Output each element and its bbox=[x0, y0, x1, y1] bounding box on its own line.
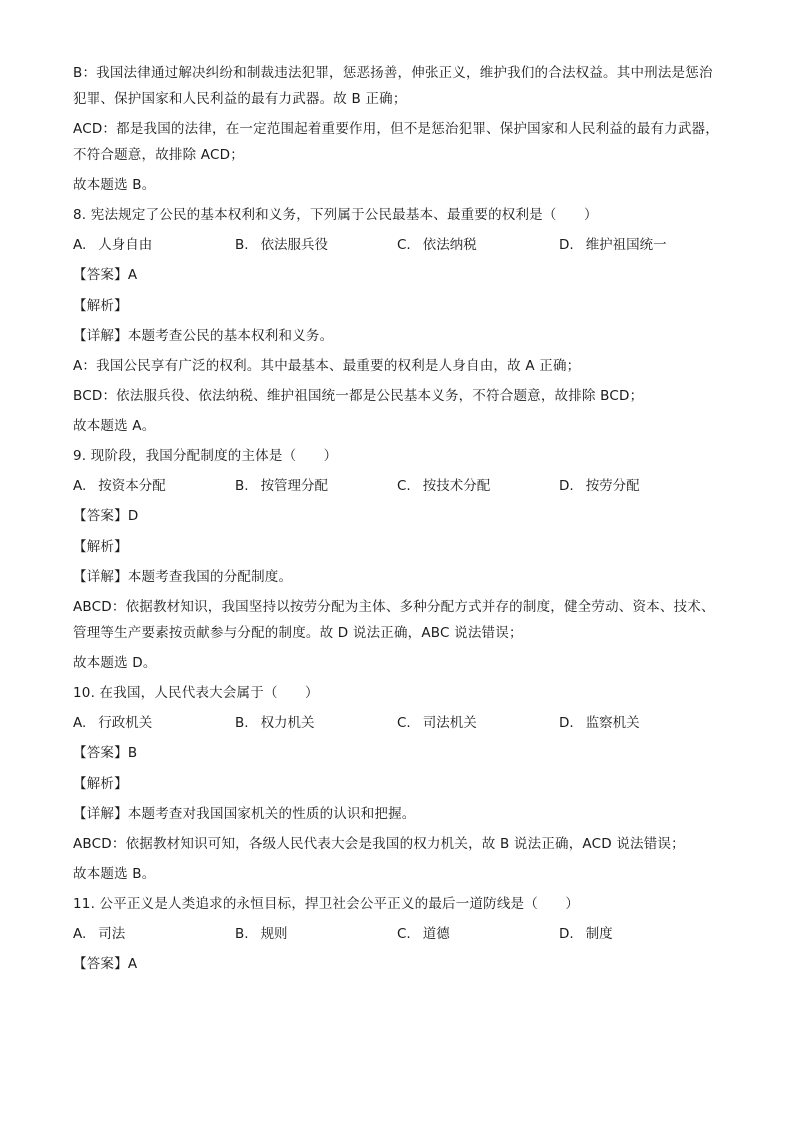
question-stem: 8. 宪法规定了公民的基本权利和义务，下列属于公民最基本、最重要的权利是（ ） bbox=[73, 207, 598, 223]
detail-line: 【详解】本题考查对我国国家机关的性质的认识和把握。 bbox=[73, 806, 416, 822]
answer-line: 【答案】A bbox=[73, 267, 138, 283]
option-c: C. 按技术分配 bbox=[397, 478, 491, 494]
answer-value: A bbox=[127, 956, 138, 972]
option-a: A. 行政机关 bbox=[73, 715, 153, 731]
option-b: B. 规则 bbox=[235, 926, 288, 942]
option-a: A. 司法 bbox=[73, 926, 126, 942]
answer-value: D bbox=[127, 508, 139, 524]
options-row bbox=[73, 925, 724, 943]
explanation-line: 不符合题意，故排除 ACD； bbox=[73, 147, 244, 163]
options-row bbox=[73, 714, 724, 732]
analysis-tag: 【解析】 bbox=[73, 298, 128, 314]
explanation-line: BCD：依法服兵役、依法纳税、维护祖国统一都是公民基本义务，不符合题意，故排除 BCD； bbox=[73, 388, 644, 404]
answer-line: 【答案】B bbox=[73, 745, 138, 761]
explanation-line: B：我国法律通过解决纠纷和制裁违法犯罪，惩恶扬善，伸张正义，维护我们的合法权益。其中刑法是惩治 bbox=[73, 65, 713, 81]
option-b: B. 依法服兵役 bbox=[235, 237, 329, 253]
conclusion-line: 故本题选 D。 bbox=[73, 655, 157, 671]
question-stem: 9. 现阶段，我国分配制度的主体是（ ） bbox=[73, 448, 338, 464]
explanation-line: A：我国公民享有广泛的权利。其中最基本、最重要的权利是人身自由，故 A 正确； bbox=[73, 358, 581, 374]
option-a: A. 按资本分配 bbox=[73, 478, 166, 494]
analysis-tag: 【解析】 bbox=[73, 776, 128, 792]
option-a: A. 人身自由 bbox=[73, 237, 153, 253]
options-row bbox=[73, 236, 724, 254]
detail-line: 【详解】本题考查公民的基本权利和义务。 bbox=[73, 328, 334, 344]
conclusion-line: 故本题选 B。 bbox=[73, 866, 156, 882]
explanation-line: 犯罪、保护国家和人民利益的最有力武器。故 B 正确； bbox=[73, 91, 407, 107]
option-c: C. 依法纳税 bbox=[397, 237, 477, 253]
option-b: B. 权力机关 bbox=[235, 715, 315, 731]
answer-line: 【答案】A bbox=[73, 956, 138, 972]
conclusion-line: 故本题选 B。 bbox=[73, 177, 156, 193]
option-d: D. 制度 bbox=[559, 926, 613, 942]
options-row bbox=[73, 477, 724, 495]
conclusion-line: 故本题选 A。 bbox=[73, 418, 156, 434]
option-b: B. 按管理分配 bbox=[235, 478, 329, 494]
answer-value: A bbox=[127, 267, 138, 283]
option-d: D. 维护祖国统一 bbox=[559, 237, 667, 253]
question-stem: 11. 公平正义是人类追求的永恒目标，捍卫社会公平正义的最后一道防线是（ ） bbox=[73, 896, 580, 912]
explanation-line: 管理等生产要素按贡献参与分配的制度。故 D 说法正确，ABC 说法错误； bbox=[73, 625, 523, 641]
explanation-line: ACD：都是我国的法律，在一定范围起着重要作用，但不是惩治犯罪、保护国家和人民利益的最有力武器， bbox=[73, 121, 719, 137]
question-stem: 10. 在我国，人民代表大会属于（ ） bbox=[73, 685, 319, 701]
explanation-line: ABCD：依据教材知识可知，各级人民代表大会是我国的权力机关，故 B 说法正确，ACD 说法错误； bbox=[73, 836, 685, 852]
option-d: D. 监察机关 bbox=[559, 715, 640, 731]
detail-line: 【详解】本题考查我国的分配制度。 bbox=[73, 569, 293, 585]
option-d: D. 按劳分配 bbox=[559, 478, 640, 494]
explanation-line: ABCD：依据教材知识，我国坚持以按劳分配为主体、多种分配方式并存的制度，健全劳动、资本、技术、 bbox=[73, 599, 715, 615]
option-c: C. 司法机关 bbox=[397, 715, 477, 731]
option-c: C. 道德 bbox=[397, 926, 450, 942]
answer-value: B bbox=[127, 745, 138, 761]
analysis-tag: 【解析】 bbox=[73, 539, 128, 555]
answer-line: 【答案】D bbox=[73, 508, 139, 524]
